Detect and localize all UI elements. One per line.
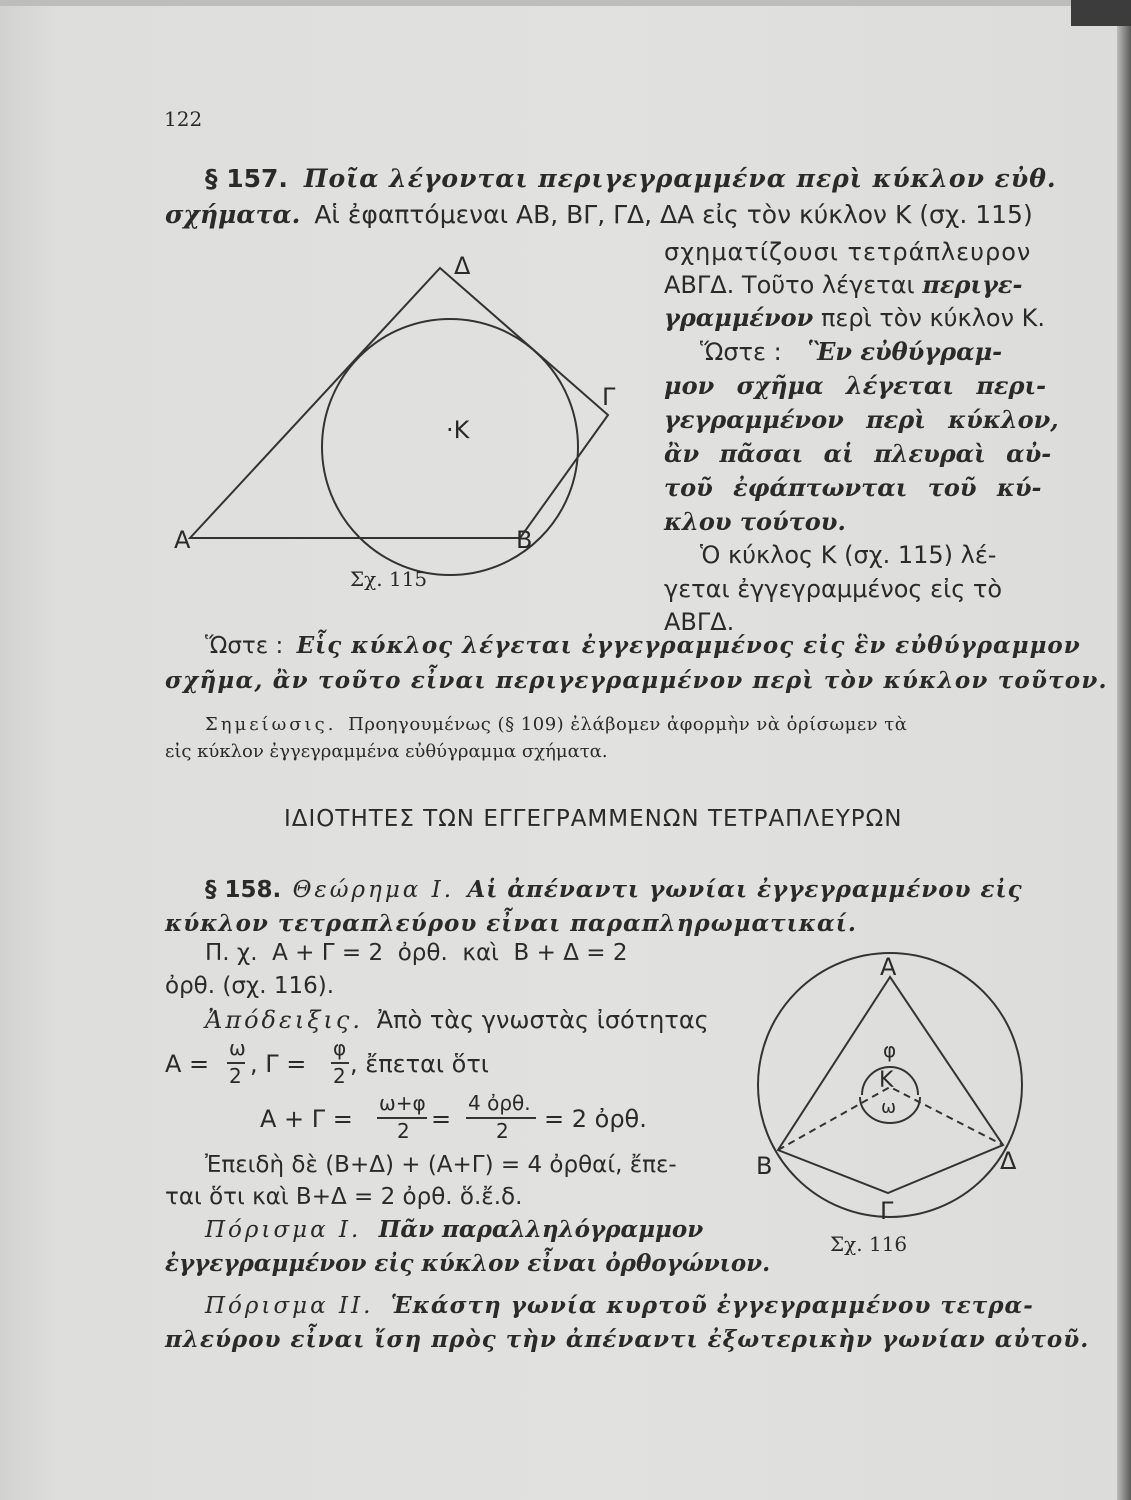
- fig116-label-K: Κ: [879, 1068, 894, 1093]
- fig115-label-B: Β: [516, 526, 533, 554]
- eq2-lhs: Α + Γ =: [260, 1105, 353, 1133]
- s157-note-text-a: Προηγουμένως (§ 109) ἐλάβομεν ἀφορμὴν νὰ ὁρίσωμεν τὰ: [348, 714, 908, 735]
- s157-def-6: κλου τούτου.: [664, 507, 846, 536]
- s157-def-5: τοῦ ἐφάπτωνται τοῦ κύ-: [664, 473, 1042, 502]
- section-heading: ΙΔΙΟΤΗΤΕΣ ΤΩΝ ΕΓΓΕΓΡΑΜΜΕΝΩΝ ΤΕΤΡΑΠΛΕΥΡΩΝ: [284, 806, 903, 832]
- fig116-caption: Σχ. 116: [830, 1232, 908, 1256]
- fig115-label-D: Δ: [454, 252, 471, 280]
- corollary-2-line1: [205, 1292, 1034, 1319]
- theorem-label: Θεώρημα Ι.: [292, 877, 455, 903]
- s157-def-3: γεγραμμένον περὶ κύκλον,: [664, 405, 1059, 434]
- fig115-quadrilateral: [190, 268, 608, 538]
- eq2-num1: ω+φ: [379, 1091, 426, 1115]
- fig116-label-omega: ω: [881, 1097, 897, 1118]
- eq1-G: , Γ =: [250, 1050, 307, 1078]
- eq1-omega: ω: [229, 1036, 246, 1060]
- s157-right-12: ΑΒΓΔ.: [664, 608, 735, 636]
- s157-right-2a: ΑΒΓΔ. Τοῦτο λέγεται: [664, 271, 915, 299]
- theorem-text-a: Αἱ ἀπέναντι γωνίαι ἐγγεγραμμένου εἰς: [467, 876, 1023, 903]
- figure-115: [170, 240, 630, 600]
- corollary-1-label: Πόρισμα Ι.: [205, 1217, 362, 1243]
- eq1-two-b: 2: [333, 1064, 346, 1088]
- example-line-1: Π. χ. Α + Γ = 2 ὀρθ. καὶ Β + Δ = 2: [205, 940, 628, 966]
- example-line-2: ὀρθ. (σχ. 116).: [165, 973, 335, 999]
- section-158-line1: [205, 876, 1023, 903]
- corollary-2-text-a: Ἑκάστη γωνία κυρτοῦ ἐγγεγραμμένου τετρα-: [390, 1292, 1034, 1319]
- proof-label: Ἀπόδειξις.: [205, 1006, 363, 1034]
- corollary-1-text-b: ἐγγεγραμμένον εἰς κύκλον εἶναι ὀρθογώνιον.: [165, 1250, 771, 1277]
- fig115-incircle: [322, 319, 578, 575]
- s157-conclusion-text-b: σχῆμα, ἂν τοῦτο εἶναι περιγεγραμμένον περὶ τὸν κύκλον τοῦτον.: [165, 667, 1108, 694]
- s157-right-3: [664, 303, 1045, 332]
- s157-def-4: ἂν πᾶσαι αἱ πλευραὶ αὐ-: [664, 439, 1052, 468]
- s157-term-a: περιγε-: [922, 270, 1023, 299]
- fig115-caption: Σχ. 115: [350, 567, 428, 591]
- s157-right-2: [664, 270, 1022, 299]
- section-158-number: § 158.: [205, 877, 282, 903]
- proof-line-2: Ἐπειδὴ δὲ (Β+Δ) + (Α+Γ) = 4 ὀρθαί, ἔπε-: [205, 1152, 677, 1178]
- section-157-line1: Αἱ ἐφαπτόμεναι ΑΒ, ΒΓ, ΓΔ, ΔΑ εἰς τὸν κύκλον Κ (σχ. 115): [314, 200, 1033, 229]
- proof-line-3: ται ὅτι καὶ Β+Δ = 2 ὀρθ. ὅ.ἔ.δ.: [165, 1184, 523, 1210]
- fig116-label-B: Β: [756, 1152, 773, 1180]
- theorem-text-b: κύκλον τετραπλεύρου εἶναι παραπληρωματικαί.: [165, 910, 857, 937]
- eq2-den1: 2: [397, 1119, 410, 1143]
- s157-right-1: σχηματίζουσι τετράπλευρον: [664, 238, 1032, 266]
- s157-conclusion-hoste: Ὥστε :: [205, 633, 284, 659]
- eq2-rhs: = 2 ὀρθ.: [544, 1105, 647, 1133]
- proof-line: [205, 1006, 709, 1034]
- s157-hoste: Ὥστε :: [700, 338, 782, 366]
- scan-corner-shadow: [1071, 0, 1131, 26]
- s157-note-text-b: εἰς κύκλον ἐγγεγραμμένα εὐθύγραμμα σχήματα.: [165, 741, 608, 762]
- corollary-1-line1: [205, 1216, 703, 1243]
- corollary-2-label: Πόρισμα ΙΙ.: [205, 1293, 374, 1319]
- fig116-label-phi: φ: [883, 1038, 897, 1062]
- figure-116: [748, 945, 1078, 1275]
- fig116-label-G: Γ: [880, 1197, 894, 1225]
- fig116-label-A: Α: [880, 953, 897, 981]
- s157-note-label: Σημείωσις.: [205, 714, 337, 735]
- fig115-label-A: Α: [174, 526, 191, 554]
- s157-right-11: γεται ἐγγεγραμμένος εἰς τὸ: [664, 575, 1003, 603]
- s157-note-1: [205, 714, 907, 735]
- eq2-num2: 4 ὀρθ.: [468, 1091, 531, 1115]
- s157-right-10: Ὁ κύκλος Κ (σχ. 115) λέ-: [700, 541, 997, 569]
- corollary-1-text-a: Πᾶν παραλληλόγραμμον: [378, 1216, 704, 1243]
- eq2-eq: =: [431, 1105, 452, 1133]
- section-157-title-line1: [205, 164, 1057, 193]
- eq1-phi: φ: [333, 1036, 347, 1060]
- s157-right-3b: περὶ τὸν κύκλον Κ.: [820, 304, 1045, 332]
- s157-def-2: μον σχῆμα λέγεται περι-: [664, 371, 1047, 400]
- s157-right-4: [700, 337, 1002, 366]
- eq2-den2: 2: [496, 1119, 509, 1143]
- fig116-label-D: Δ: [1000, 1147, 1017, 1175]
- fig115-label-K: ·Κ: [446, 416, 470, 444]
- page-number: 122: [164, 107, 203, 131]
- s157-term-b: γραμμένον: [664, 303, 814, 332]
- section-157-title-a: Ποῖα λέγονται περιγεγραμμένα περὶ κύκλον εὐθ.: [303, 164, 1057, 193]
- section-157-title-line2: [165, 200, 1033, 229]
- eq1-A: Α =: [165, 1050, 210, 1078]
- fig115-label-G: Γ: [602, 383, 616, 411]
- scan-edge-right: [1117, 0, 1131, 1500]
- s157-conclusion-text-a: Εἷς κύκλος λέγεται ἐγγεγραμμένος εἰς ἓν εὐθύγραμμον: [296, 632, 1081, 659]
- scan-edge-top: [0, 0, 1131, 6]
- section-157-title-b: σχήματα.: [165, 200, 301, 229]
- eq1-tail: , ἔπεται ὅτι: [350, 1050, 489, 1078]
- corollary-2-text-b: πλεύρου εἶναι ἴση πρὸς τὴν ἀπέναντι ἐξωτερικὴν γωνίαν αὐτοῦ.: [165, 1326, 1090, 1353]
- section-157-number: § 157.: [205, 164, 288, 193]
- eq1-two-a: 2: [229, 1064, 242, 1088]
- proof-text-a: Ἀπὸ τὰς γνωστὰς ἰσότητας: [376, 1006, 709, 1034]
- s157-def-1: Ἓν εὐθύγραμ-: [807, 337, 1003, 366]
- s157-conclusion-1: [205, 632, 1081, 659]
